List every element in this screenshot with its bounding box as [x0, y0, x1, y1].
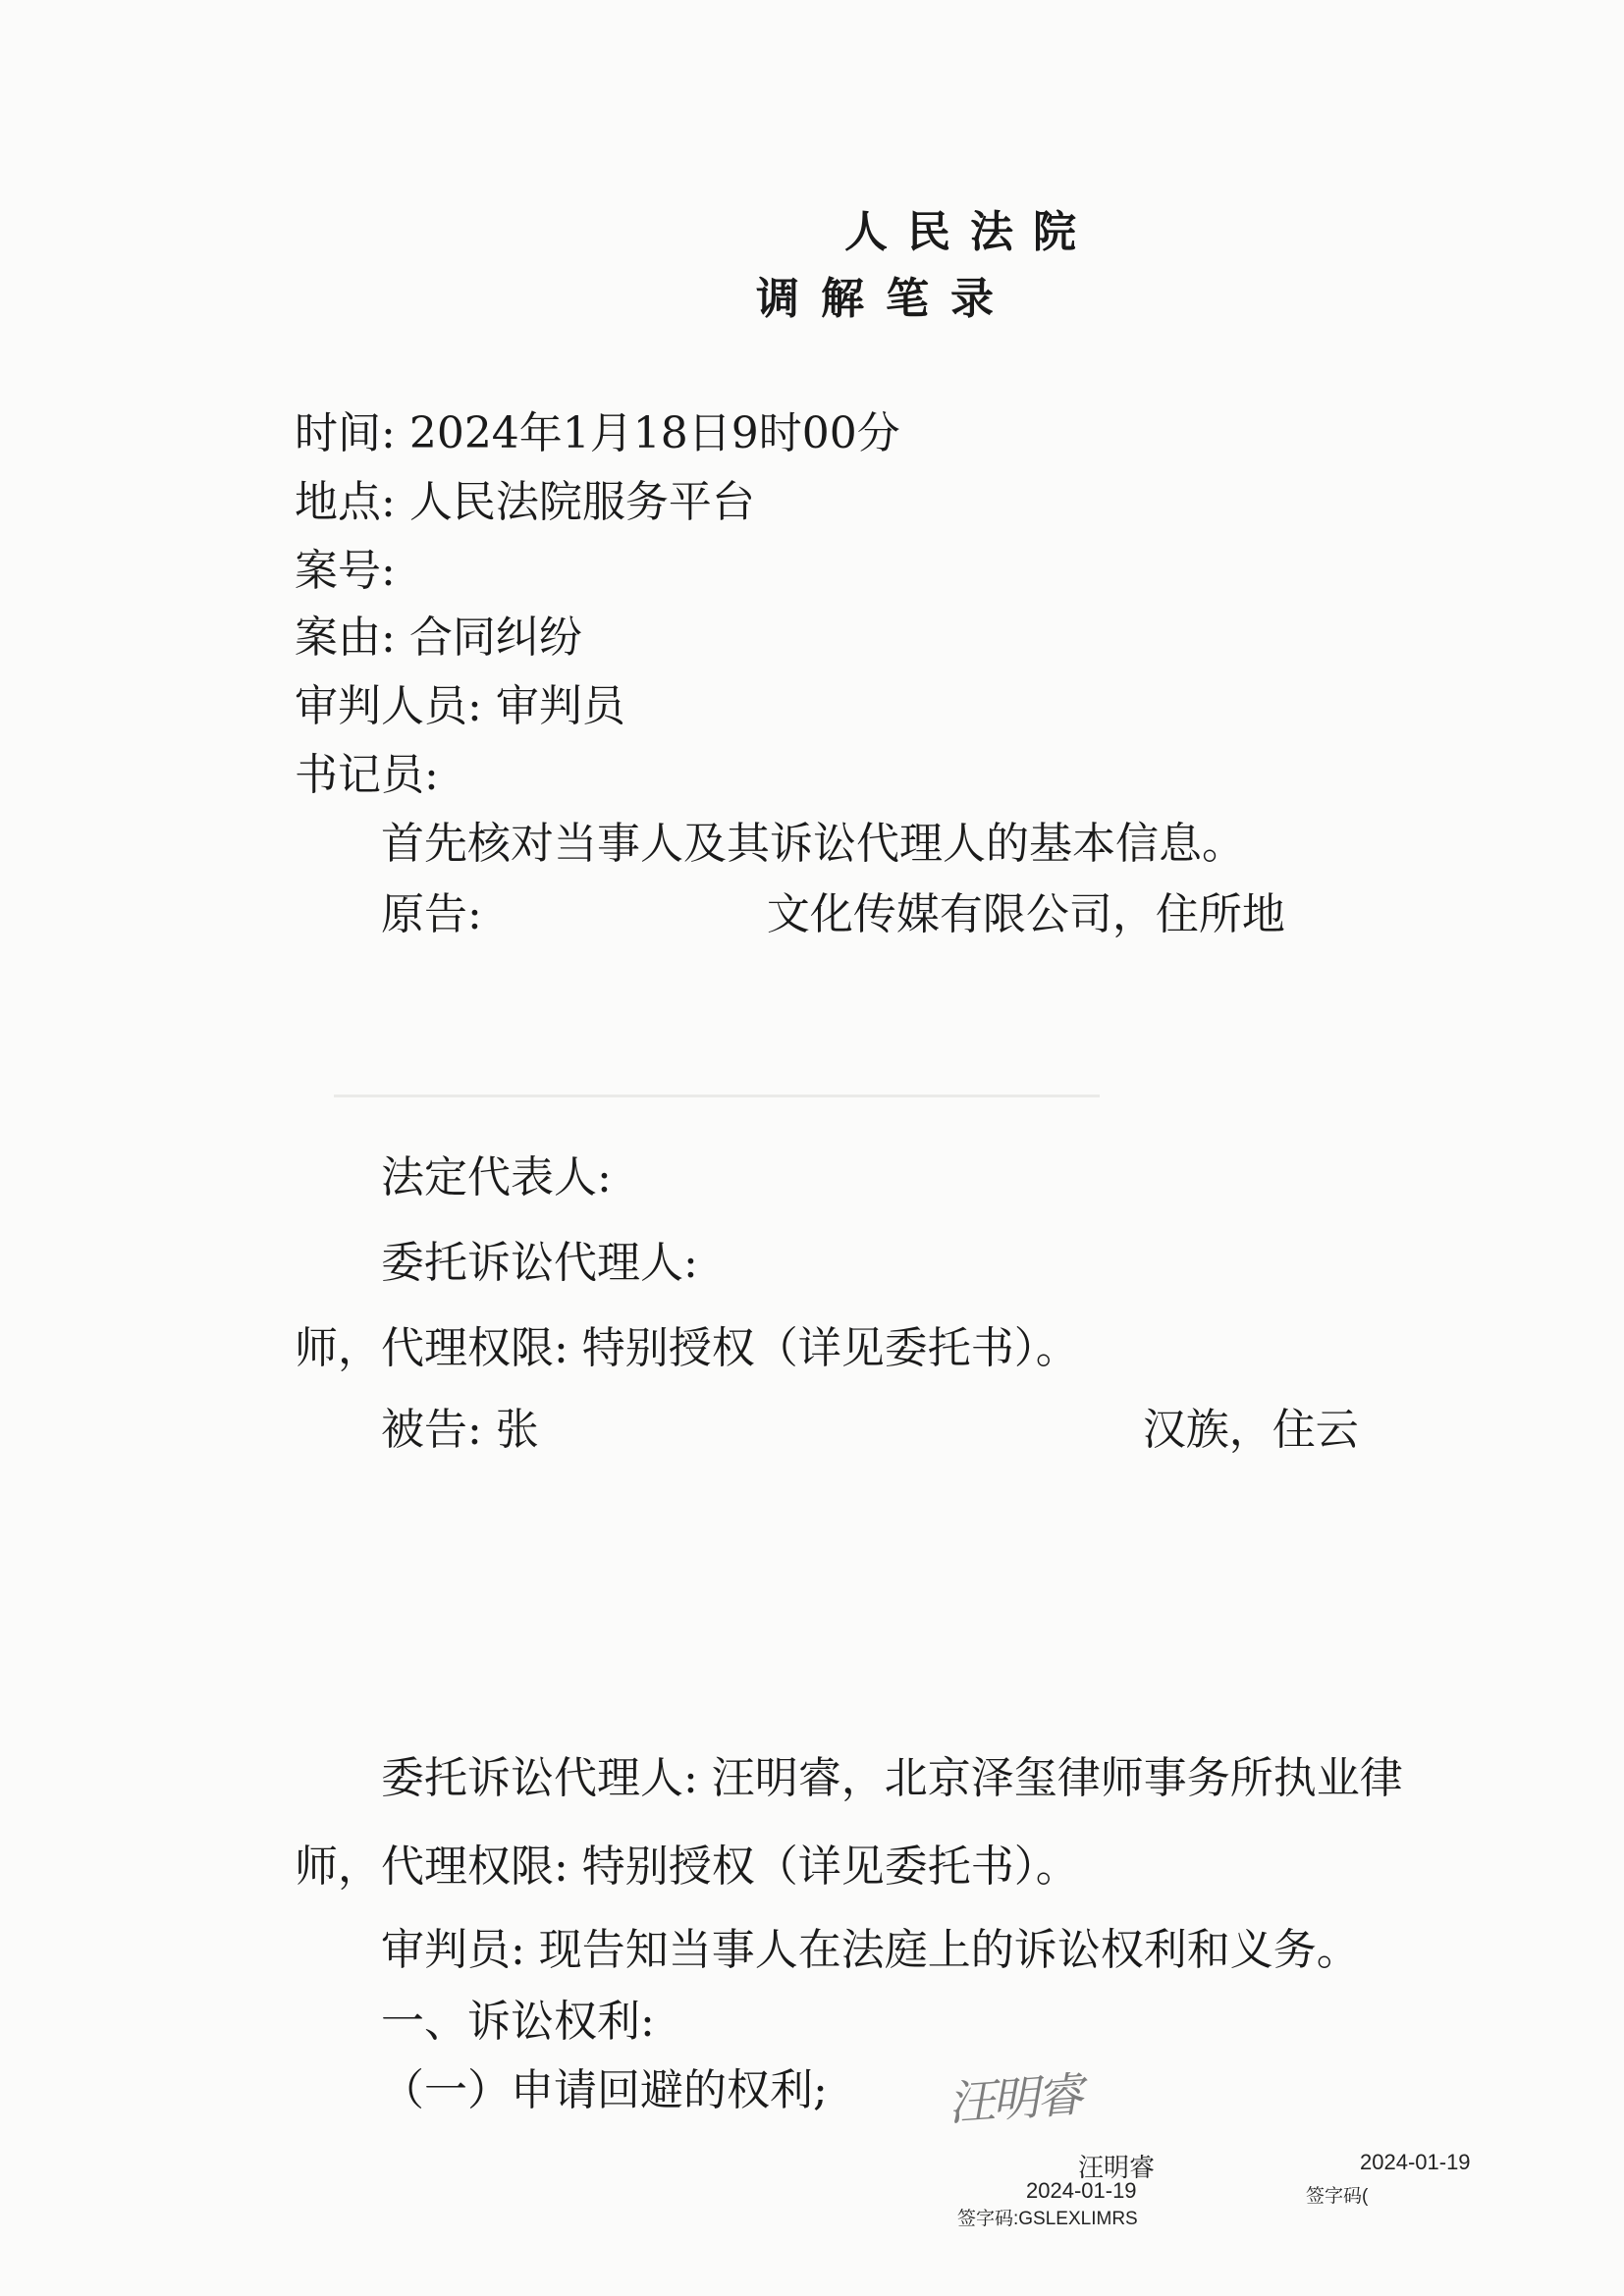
verify-paragraph: 首先核对当事人及其诉讼代理人的基本信息。: [381, 819, 1245, 869]
scan-smudge: [334, 1095, 1100, 1097]
clerk-label: 书记员:: [295, 750, 439, 800]
cause-label: 案由:: [295, 613, 396, 663]
signature-name: 汪明睿: [1078, 2153, 1156, 2182]
plaintiff-label: 原告:: [381, 889, 482, 939]
place-field: [295, 466, 755, 529]
plaintiff-agent-line: 委托诉讼代理人:: [381, 1238, 698, 1288]
plaintiff-agent-authority: 师，代理权限: 特别授权（详见委托书）。: [295, 1323, 1079, 1373]
defendant-value: 汉族，住云: [1142, 1405, 1359, 1455]
defendant-label: 被告: 张: [381, 1405, 539, 1455]
cause-value: 合同纠纷: [408, 613, 582, 663]
plaintiff-value: 文化传媒有限公司，住所地: [766, 889, 1285, 939]
plaintiff-line: [381, 879, 1285, 941]
judge-value: 审判员: [495, 681, 625, 731]
time-value: 2024年1月18日9时00分: [408, 408, 900, 458]
place-value: 人民法院服务平台: [408, 477, 755, 527]
defendant-agent-line: 委托诉讼代理人: 汪明睿，北京泽玺律师事务所执业律: [381, 1753, 1403, 1803]
rights-heading: 一、诉讼权利:: [381, 1997, 655, 2047]
signature-date: 2024-01-19: [1026, 2178, 1137, 2203]
handwritten-signature: 汪明睿: [946, 2067, 1083, 2132]
judge-field: [295, 670, 625, 733]
judge-label: 审判人员:: [295, 681, 482, 731]
signature-date-2: 2024-01-19: [1360, 2150, 1471, 2174]
court-name: 人民法院: [844, 207, 1096, 257]
time-label: 时间:: [295, 408, 396, 458]
place-label: 地点:: [295, 477, 396, 527]
case-number-label: 案号:: [295, 546, 396, 596]
legal-representative-line: 法定代表人:: [381, 1152, 612, 1202]
signature-code-2: 签字码(: [1306, 2186, 1369, 2207]
document-title: 调解笔录: [756, 274, 1015, 324]
clerk-field: [295, 739, 439, 802]
time-field: [295, 398, 900, 460]
right-item-1: （一）申请回避的权利;: [381, 2065, 828, 2115]
cause-field: [295, 602, 582, 665]
defendant-agent-authority: 师，代理权限: 特别授权（详见委托书）。: [295, 1842, 1079, 1892]
defendant-line: [381, 1394, 1359, 1457]
judge-notice: 审判员: 现告知当事人在法庭上的诉讼权利和义务。: [381, 1925, 1360, 1975]
case-number-field: [295, 535, 396, 598]
signature-code: 签字码:GSLEXLIMRS: [957, 2209, 1138, 2229]
